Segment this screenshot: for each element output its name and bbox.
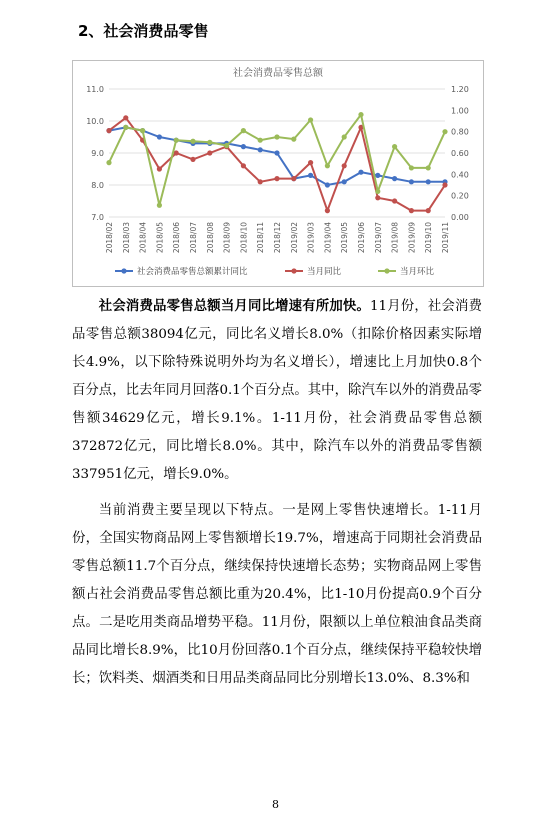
- x-tick: 2019/11: [441, 222, 450, 254]
- x-tick: 2019/06: [357, 222, 366, 254]
- series-3-point: [140, 128, 145, 133]
- x-tick: 2019/02: [289, 222, 299, 254]
- series-2-point: [426, 208, 431, 213]
- series-1-point: [426, 179, 431, 184]
- series-3-point: [375, 189, 380, 194]
- series-2-point: [291, 176, 296, 181]
- body-text: [72, 292, 482, 701]
- y-right-tick: 1.00: [451, 106, 469, 116]
- series-2-point: [258, 179, 263, 184]
- paragraph-1-lead: 社会消费品零售总额当月同比增速有所加快。: [98, 298, 371, 314]
- legend-marker: [384, 268, 389, 273]
- series-2-point: [207, 150, 212, 155]
- series-1-point: [375, 173, 380, 178]
- y-left-tick: 8.0: [91, 181, 104, 190]
- series-line-3: [109, 115, 445, 206]
- series-2-point: [308, 160, 313, 165]
- y-left-tick: 9.0: [91, 149, 104, 158]
- series-3-point: [426, 165, 431, 170]
- x-tick: 2019/08: [390, 222, 400, 254]
- chart-svg: [73, 61, 483, 286]
- series-3-point: [409, 165, 414, 170]
- y-right-tick: 0.00: [451, 213, 469, 222]
- series-2-point: [342, 163, 347, 168]
- paragraph-2: [72, 497, 482, 693]
- x-tick: 2018/07: [189, 222, 198, 254]
- series-1-point: [342, 179, 347, 184]
- series-3-point: [123, 125, 128, 130]
- x-tick: 2018/03: [121, 222, 131, 254]
- series-2-point: [106, 128, 111, 133]
- series-1-point: [325, 182, 330, 187]
- series-2-point: [442, 182, 447, 187]
- x-tick: 2018/04: [138, 222, 148, 254]
- series-2-point: [409, 208, 414, 213]
- x-tick: 2019/05: [340, 222, 350, 254]
- series-2-point: [190, 157, 195, 162]
- series-1-point: [392, 176, 397, 181]
- series-3-point: [190, 139, 195, 144]
- series-3-point: [274, 134, 279, 139]
- legend-label: 当月同比: [307, 267, 342, 277]
- series-2-point: [274, 176, 279, 181]
- page-number: 8: [272, 798, 279, 811]
- series-2-point: [123, 115, 128, 120]
- series-1-point: [358, 170, 363, 175]
- series-2-point: [157, 166, 162, 171]
- x-tick: 2018/09: [222, 222, 232, 254]
- series-3-point: [442, 129, 447, 134]
- series-3-point: [157, 203, 162, 208]
- x-tick: 2019/04: [323, 222, 333, 254]
- legend-label: 社会消费品零售总额累计同比: [137, 267, 248, 277]
- series-1-point: [241, 144, 246, 149]
- x-tick: 2019/03: [306, 222, 316, 254]
- series-2-point: [392, 198, 397, 203]
- series-1-point: [409, 179, 414, 184]
- chart-title: 社会消费品零售总额: [233, 68, 323, 79]
- series-3-point: [241, 128, 246, 133]
- y-left-tick: 7.0: [91, 213, 104, 222]
- x-tick: 2019/07: [373, 222, 383, 254]
- series-2-point: [325, 208, 330, 213]
- y-right-tick: 0.20: [451, 191, 469, 201]
- series-1-point: [308, 173, 313, 178]
- series-2-point: [241, 163, 246, 168]
- paragraph-1: [72, 292, 482, 489]
- series-1-point: [258, 147, 263, 152]
- series-1-point: [274, 150, 279, 155]
- series-3-point: [106, 160, 111, 165]
- paragraph-1-text: 11月份，社会消费品零售总额38094亿元，同比名义增长8.0%（扣除价格因素实际增长4.9%，以下除特殊说明外均为名义增长），增速比上月加快0.8个百分点，比去年同月回落0.1个百分点。其中，除汽车以外的消费品零售额34629亿元，增长9.1%。1-11月份，社会消费品零售总额372872亿元，同比增长8.0%。其中，除汽车以外的消费品零售额337951亿元，增长9.0%。: [72, 299, 482, 482]
- y-right-tick: 0.40: [451, 170, 469, 180]
- x-tick: 2018/06: [172, 222, 182, 254]
- series-3-point: [325, 163, 330, 168]
- series-1-point: [157, 134, 162, 139]
- x-tick: 2018/10: [239, 222, 249, 254]
- series-3-point: [308, 117, 313, 122]
- series-3-point: [207, 140, 212, 145]
- series-3-point: [224, 143, 229, 148]
- x-tick: 2018/02: [105, 222, 114, 254]
- paragraph-2-text: 当前消费主要呈现以下特点。一是网上零售快速增长。1-11月份，全国实物商品网上零售额增长19.7%，增速高于同期社会消费品零售总额11.7个百分点，继续保持快速增长态势；实物商品网上零售额占社会消费品零售总额比重为20.4%，比1-10月份提高0.9个百分点。二是吃用类商品增势平稳。11月份，限额以上单位粮油食品类商品同比增长8.9%，比10月份回落0.1个百分点，继续保持平稳较快增长；饮料类、烟酒类和日用品类商品同比分别增长13.0%、8.3%和: [72, 503, 482, 686]
- x-tick: 2018/12: [273, 222, 282, 254]
- x-tick: 2018/08: [205, 222, 215, 254]
- x-tick: 2018/05: [155, 222, 165, 254]
- series-3-point: [342, 134, 347, 139]
- series-3-point: [174, 138, 179, 143]
- series-3-point: [392, 144, 397, 149]
- y-right-tick: 1.20: [451, 85, 469, 94]
- series-3-point: [258, 138, 263, 143]
- x-tick: 2019/10: [424, 222, 434, 254]
- legend-marker: [291, 268, 296, 273]
- y-left-tick: 10.0: [86, 117, 104, 126]
- section-heading: 2、社会消费品零售: [78, 22, 209, 40]
- series-line-2: [109, 118, 445, 211]
- legend-marker: [121, 268, 126, 273]
- series-3-point: [358, 112, 363, 117]
- series-2-point: [375, 195, 380, 200]
- y-right-tick: 0.80: [451, 127, 469, 137]
- x-tick: 2018/11: [256, 222, 266, 254]
- legend-label: 当月环比: [400, 267, 435, 277]
- retail-sales-chart: [72, 60, 484, 287]
- series-3-point: [291, 137, 296, 142]
- y-right-tick: 0.60: [451, 149, 469, 158]
- y-left-tick: 11.0: [86, 85, 104, 94]
- x-tick: 2019/09: [407, 222, 417, 254]
